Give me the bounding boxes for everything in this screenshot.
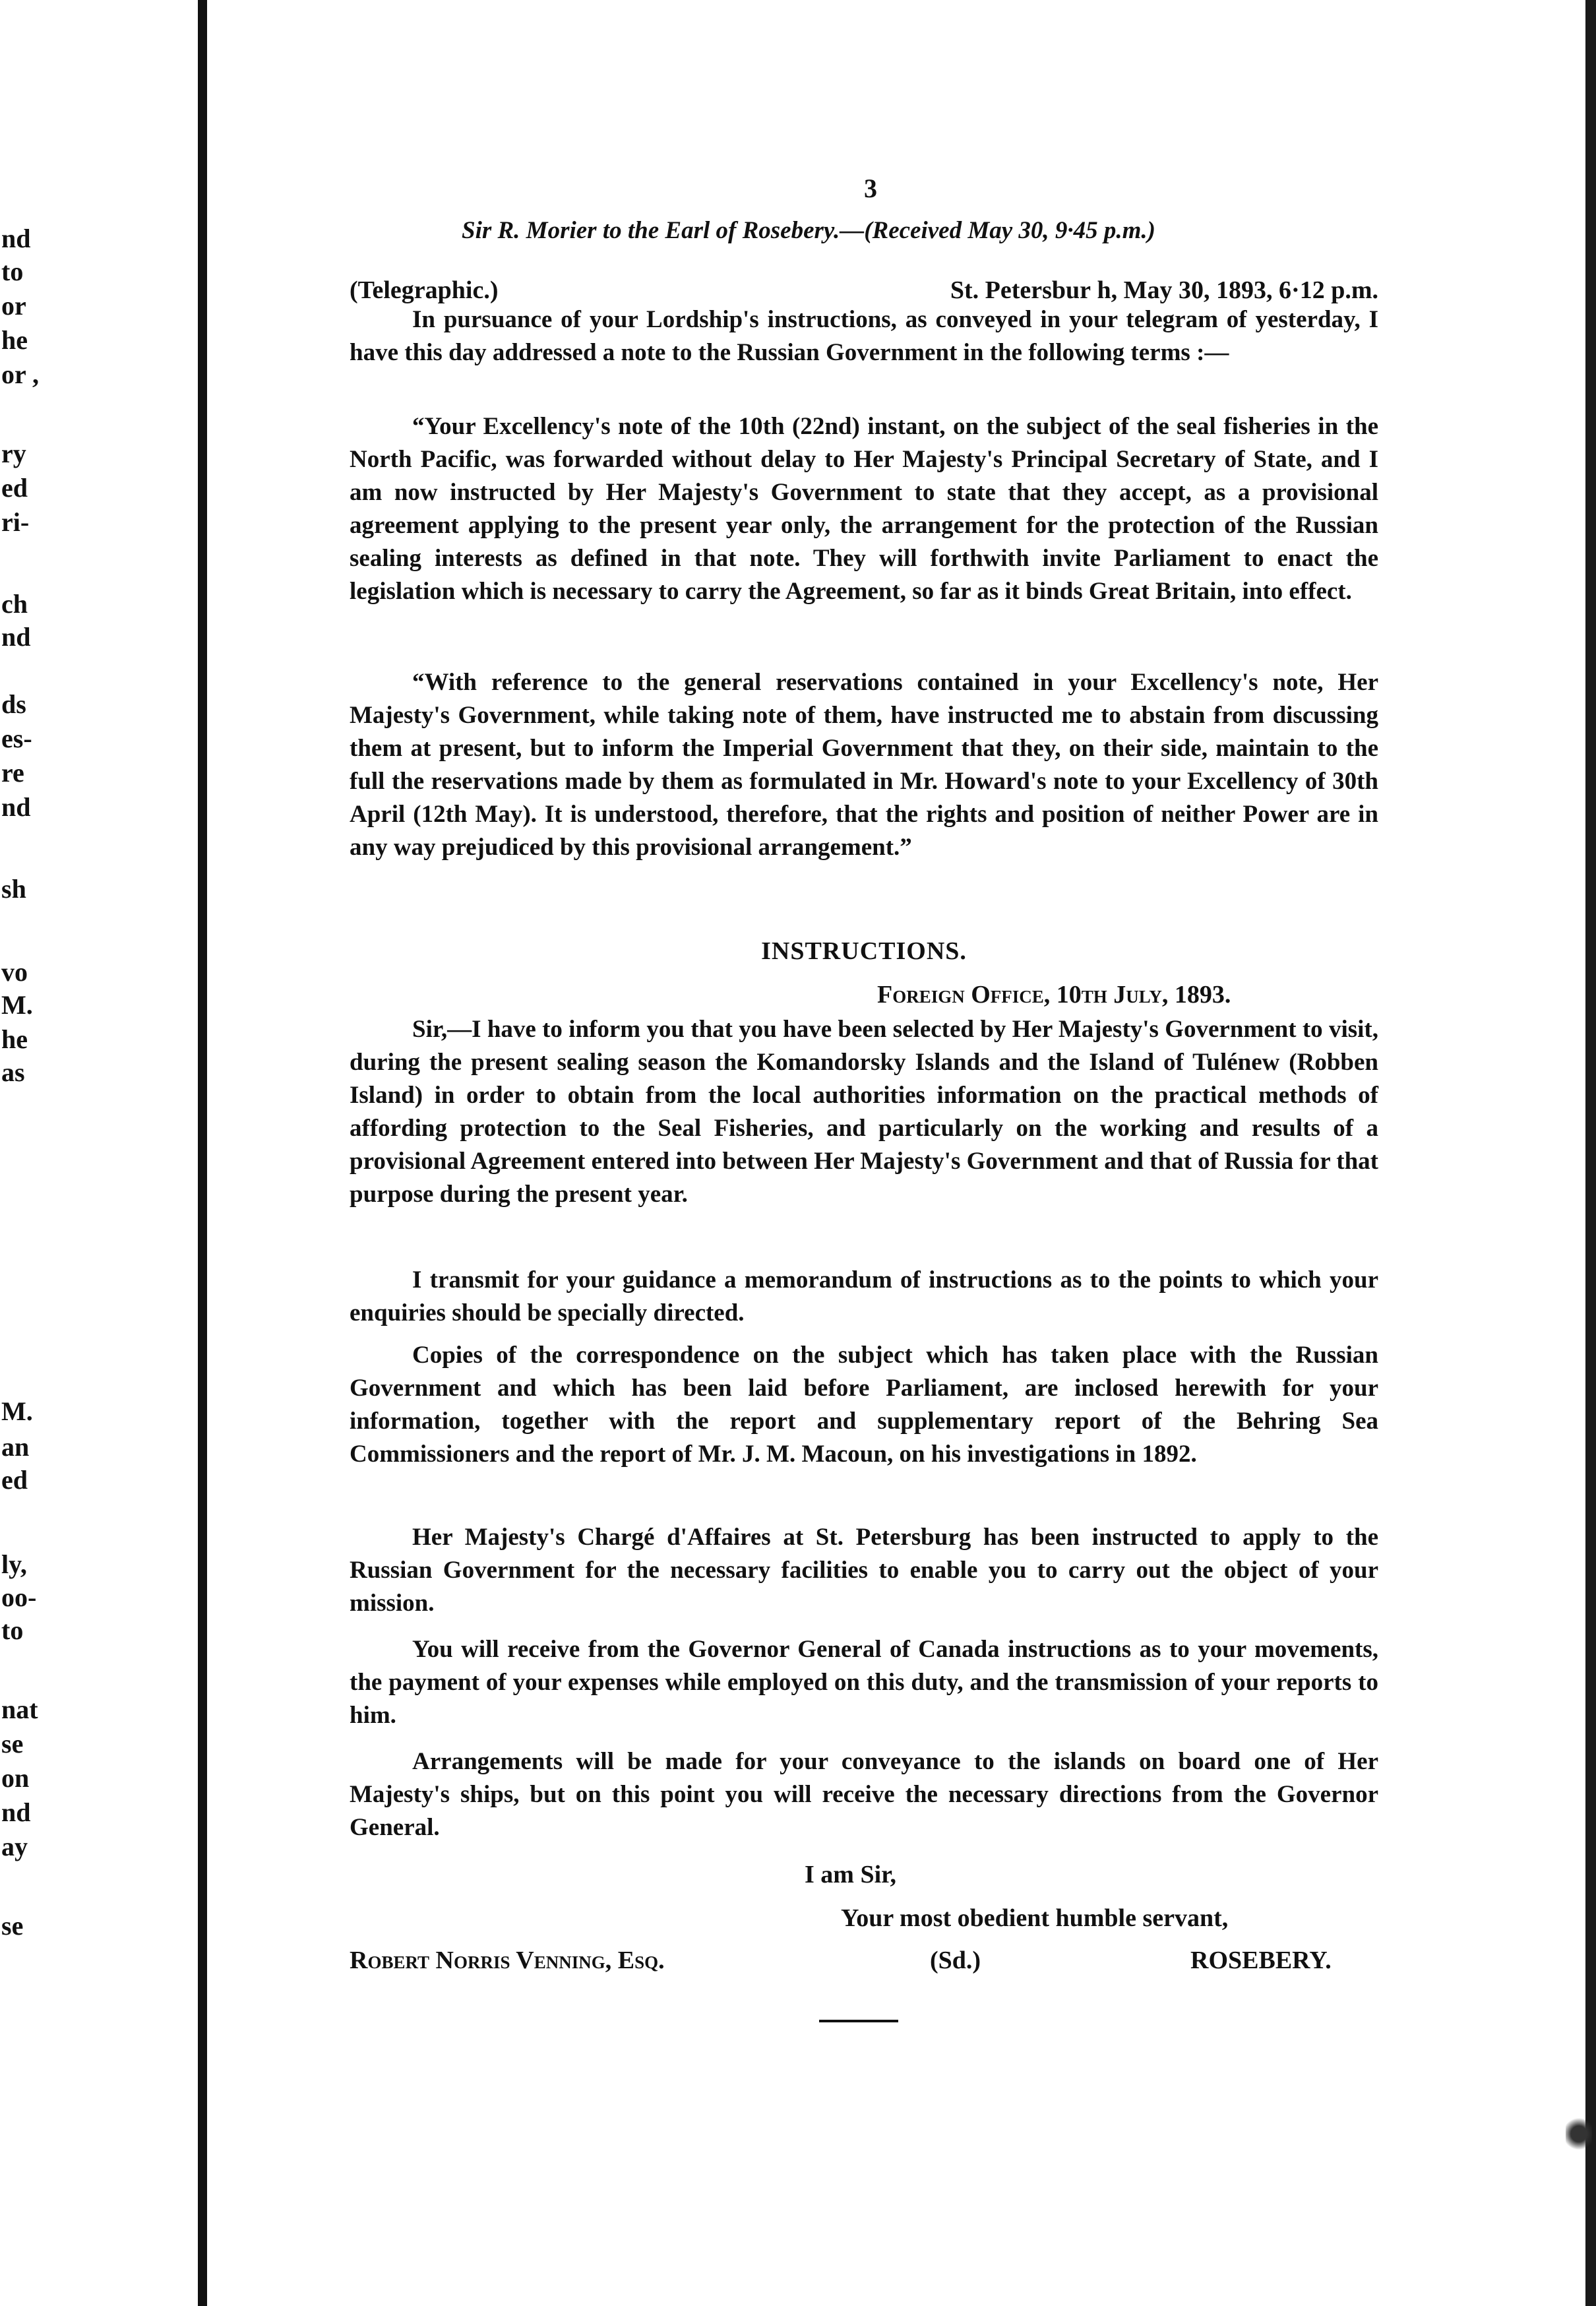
fragment-line: ri- xyxy=(1,507,30,537)
fragment-line: ds xyxy=(1,689,26,719)
fragment-line: an xyxy=(1,1432,30,1462)
telegram-paragraph: “With reference to the general reservations contained in your Excellency's note, Her Majesty's Government, while taking note of them, have instructed me to abstain from discussing them at present, but to inform the Imperial Government that they, on their side, maintain to the full the reservations made by them as formulated in Mr. Howard's note to your Excellency of 30th April (12th May). It is understood, therefore, that the rights and position of neither Power are in any way prejudiced by this provisional arrangement.” xyxy=(350,669,1378,861)
fragment-line: se xyxy=(1,1729,24,1759)
instruction-paragraph: Her Majesty's Chargé d'Affaires at St. Petersburg has been instructed to apply to the Russian Government for the necessary facilities to enable you to carry out the object of your mission. xyxy=(350,1524,1378,1617)
instruction-paragraph: Sir,—I have to inform you that you have been selected by Her Majesty's Government to visit, during the present sealing season the Komandorsky Islands and the Island of Tulénew (Robben Island) in order to obtain from the local authorities information on the practical methods of affording protection to the Seal Fisheries, and particularly on the working and results of a provisional Agreement entered into between Her Majesty's Government and that of Russia for that purpose during the present year. xyxy=(350,1016,1378,1208)
instruction-paragraph: Copies of the correspondence on the subject which has taken place with the Russian Government and which has been laid before Parliament, are inclosed herewith for your information, together with the report and supplementary report of the Behring Sea Commissioners and the report of Mr. J. M. Macoun, on his investigations in 1892. xyxy=(350,1342,1378,1468)
scan-blemish xyxy=(1566,2111,1592,2157)
fragment-line: to xyxy=(1,1615,24,1645)
telegram-place-date: St. Petersbur h, May 30, 1893, 6·12 p.m. xyxy=(950,276,1378,304)
fragment-line: re xyxy=(1,758,24,788)
fragment-line: ch xyxy=(1,589,28,619)
telegram-type: (Telegraphic.) xyxy=(350,276,499,304)
fragment-line: ed xyxy=(1,473,28,503)
page-gutter xyxy=(198,0,207,2306)
signed-marker: (Sd.) xyxy=(930,1947,981,1974)
fragment-line: nd xyxy=(1,224,31,253)
page-right-edge xyxy=(1585,0,1596,2306)
fragment-line: to xyxy=(1,257,24,286)
fragment-line: ay xyxy=(1,1832,28,1861)
telegram-paragraph: “Your Excellency's note of the 10th (22nd) instant, on the subject of the seal fisheries in the North Pacific, was forwarded without delay to Her Majesty's Principal Secretary of State, and I am now instructed by Her Majesty's Government to state that they accept, as a provisional agreement applying to the present year only, the arrangement for the protection of the Russian sealing interests as defined in that note. They will forthwith invite Parliament to enact the legislation which is necessary to carry the Agreement, so far as it binds Great Britain, into effect. xyxy=(350,413,1378,605)
complimentary-close: Your most obedient humble servant, xyxy=(841,1904,1229,1932)
letter-heading: Sir R. Morier to the Earl of Rosebery.—(Received May 30, 9·45 p.m.) xyxy=(462,217,1156,244)
previous-page-text-fragments xyxy=(0,0,92,2306)
fragment-line: es- xyxy=(1,724,32,753)
end-rule xyxy=(819,2020,898,2022)
fragment-line: se xyxy=(1,1911,24,1941)
fragment-line: nd xyxy=(1,792,31,822)
fragment-line: vo xyxy=(1,957,28,987)
foreign-office-dateline: Foreign Office, 10th July, 1893. xyxy=(877,981,1231,1009)
fragment-line: ry xyxy=(1,439,26,468)
page-number: 3 xyxy=(864,173,877,203)
fragment-line: he xyxy=(1,1024,28,1054)
telegram-paragraph: In pursuance of your Lordship's instructions, as conveyed in your telegram of yesterday, I have this day addressed a note to the Russian Government in the following terms :— xyxy=(350,306,1378,366)
instruction-paragraph: I transmit for your guidance a memorandum of instructions as to the points to which your enquiries should be specially directed. xyxy=(350,1266,1378,1326)
signatory: ROSEBERY. xyxy=(1190,1947,1332,1974)
fragment-line: oo- xyxy=(1,1582,37,1612)
fragment-line: or xyxy=(1,291,26,321)
fragment-line: nd xyxy=(1,622,31,652)
section-title: INSTRUCTIONS. xyxy=(761,937,967,965)
fragment-line: sh xyxy=(1,874,26,904)
fragment-line: as xyxy=(1,1057,25,1087)
fragment-line: he xyxy=(1,325,28,355)
fragment-line: nd xyxy=(1,1797,31,1827)
instruction-paragraph: You will receive from the Governor General of Canada instructions as to your movements, the payment of your expenses while employed on this duty, and the transmission of your reports to him. xyxy=(350,1636,1378,1729)
fragment-line: ed xyxy=(1,1465,28,1495)
addressee: Robert Norris Venning, Esq. xyxy=(350,1947,665,1974)
fragment-line: ly, xyxy=(1,1549,27,1579)
fragment-line: M. xyxy=(1,1396,33,1426)
fragment-line: nat xyxy=(1,1695,38,1724)
instruction-paragraph: Arrangements will be made for your conveyance to the islands on board one of Her Majesty's ships, but on this point you will receive the necessary directions from the Governor General. xyxy=(350,1748,1378,1841)
fragment-line: on xyxy=(1,1763,30,1793)
salutation: I am Sir, xyxy=(805,1861,897,1888)
fragment-line: M. xyxy=(1,990,33,1020)
fragment-line: or , xyxy=(1,359,40,389)
